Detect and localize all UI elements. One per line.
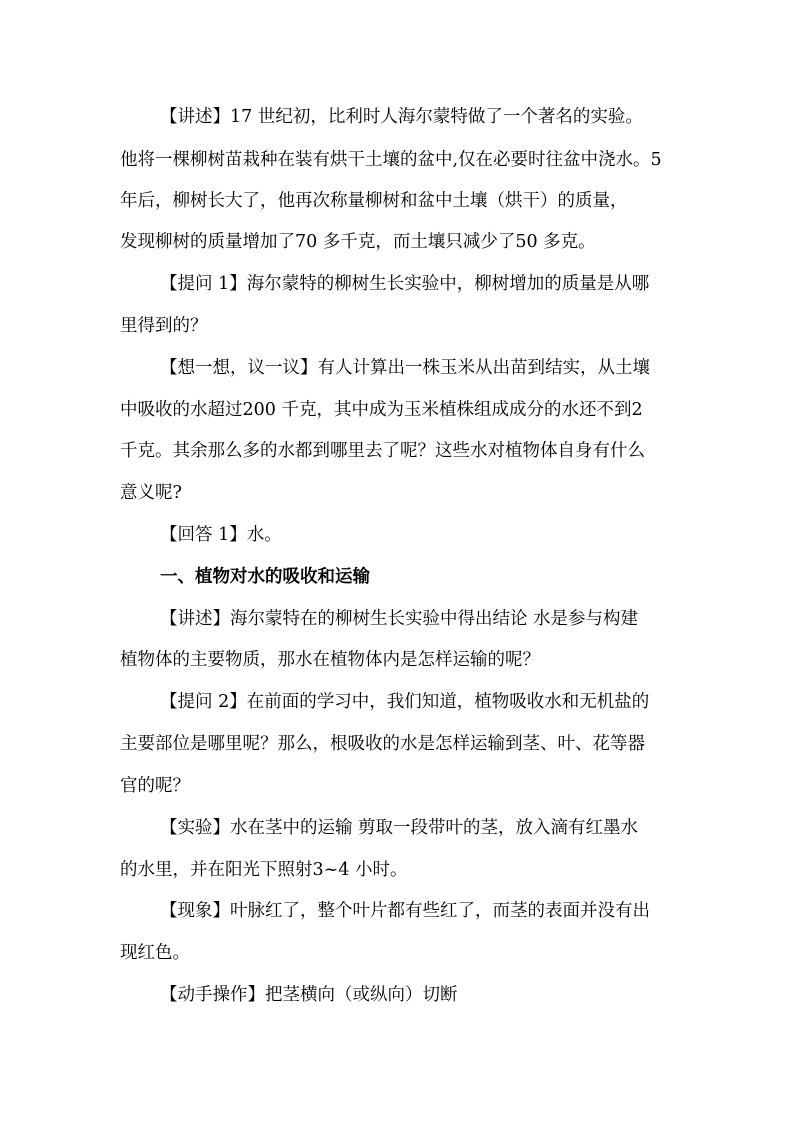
paragraph-think-discuss-line-2: 中吸收的水超过200 千克，其中成为玉米植株组成成分的水还不到2 [120, 400, 643, 420]
paragraph-lecture-1-line-4: 发现柳树的质量增加了70 多千克，而土壤只减少了50 多克。 [120, 232, 596, 252]
paragraph-question-2-line-2: 主要部位是哪里呢？那么，根吸收的水是怎样运输到茎、叶、花等器 [120, 734, 645, 754]
section-heading: 一、植物对水的吸收和运输 [160, 567, 370, 587]
paragraph-experiment-line-2: 的水里，并在阳光下照射3~4 小时。 [120, 860, 408, 880]
paragraph-phenomenon-line-1: 【现象】叶脉红了，整个叶片都有些红了，而茎的表面并没有出 [160, 901, 650, 921]
paragraph-phenomenon-line-2: 现红色。 [120, 943, 190, 963]
paragraph-question-2-line-1: 【提问 2】在前面的学习中，我们知道，植物吸收水和无机盐的 [160, 692, 650, 712]
paragraph-lecture-1-line-2: 他将一棵柳树苗栽种在装有烘干土壤的盆中,仅在必要时往盆中浇水。5 [120, 150, 662, 170]
paragraph-lecture-2-line-2: 植物体的主要物质，那水在植物体内是怎样运输的呢？ [120, 650, 540, 670]
paragraph-question-1-line-1: 【提问 1】海尔蒙特的柳树生长实验中，柳树增加的质量是从哪 [160, 274, 650, 294]
paragraph-lecture-1-line-3: 年后，柳树长大了，他再次称量柳树和盆中土壤（烘干）的质量， [120, 191, 628, 211]
paragraph-question-2-line-3: 官的呢？ [120, 776, 190, 796]
paragraph-experiment-line-1: 【实验】水在茎中的运输 剪取一段带叶的茎，放入滴有红墨水 [160, 818, 639, 838]
paragraph-question-1-line-2: 里得到的？ [120, 316, 208, 336]
paragraph-think-discuss-line-4: 意义呢? [120, 483, 182, 503]
paragraph-answer-1: 【回答 1】水。 [160, 525, 282, 545]
paragraph-think-discuss-line-3: 千克。其余那么多的水都到哪里去了呢？这些水对植物体自身有什么 [120, 441, 645, 461]
paragraph-lecture-2-line-1: 【讲述】海尔蒙特在的柳树生长实验中得出结论 水是参与构建 [160, 609, 639, 629]
paragraph-think-discuss-line-1: 【想一想，议一议】有人计算出一株玉米从出苗到结实，从土壤 [160, 358, 650, 378]
paragraph-hands-on: 【动手操作】把茎横向（或纵向）切断 [160, 985, 458, 1005]
paragraph-lecture-1-line-1: 【讲述】17 世纪初，比利时人海尔蒙特做了一个著名的实验。 [160, 107, 643, 127]
